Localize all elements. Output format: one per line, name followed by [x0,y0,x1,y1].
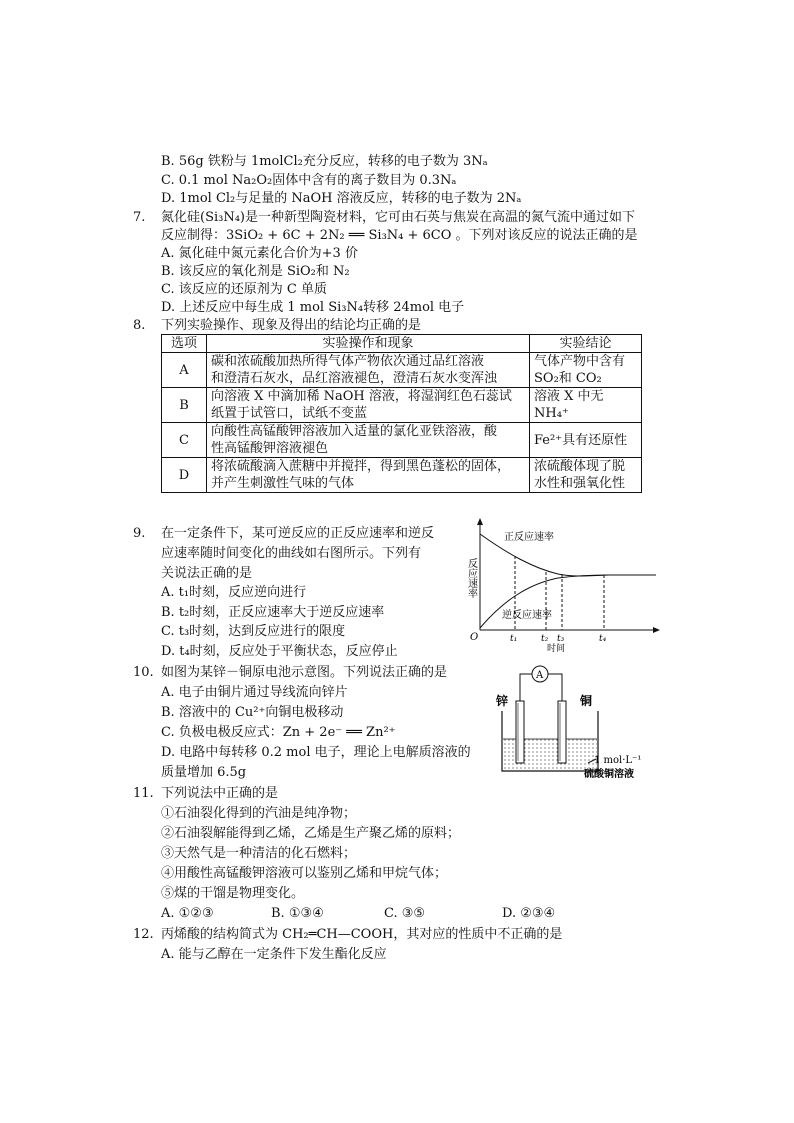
tick-t4: t₄ [599,634,607,644]
table-row [162,388,642,423]
header-conclusion: 实验结论 [530,335,642,353]
q7-option-a: A. 氮化硅中氮元素化合价为+3 价 [161,246,358,261]
q11-option-c: C. ③⑤ [384,906,426,921]
q6-option-d: D. 1mol Cl₂与足量的 NaOH 溶液反应，转移的电子数为 2Nₐ [161,191,522,206]
q9-option-a: A. t₁时刻，反应逆向进行 [161,585,307,600]
row-operation: 碳和浓硫酸加热所得气体产物依次通过品红溶液 和澄清石灰水，品红溶液褪色，澄清石灰水变浑浊 [207,353,530,388]
q10-stem: 如图为某锌－铜原电池示意图。下列说法正确的是 [161,665,448,680]
q11-statement-5: ⑤煤的干馏是物理变化。 [161,886,305,901]
x-axis-label: 时间 [547,644,566,652]
q10-option-a: A. 电子由铜片通过导线流向锌片 [161,685,348,700]
q10-option-b: B. 溶液中的 Cu²⁺向铜电极移动 [161,705,344,720]
q9-option-c: C. t₃时刻，达到反应进行的限度 [161,624,346,639]
q11-statement-2: ②石油裂解能得到乙烯，乙烯是生产聚乙烯的原料； [161,826,461,841]
tick-t1: t₁ [510,634,518,644]
q7-option-b: B. 该反应的氧化剂是 SiO₂和 N₂ [161,264,350,279]
q7-option-d: D. 上述反应中每生成 1 mol Si₃N₄转移 24mol 电子 [161,300,465,315]
q10-option-c: C. 负极电极反应式：Zn + 2e⁻ ══ Zn²⁺ [161,725,396,740]
q10-option-d-line1: D. 电路中每转移 0.2 mol 电子，理论上电解质溶液的 [161,745,471,760]
row-option: A [162,353,207,388]
row-option: D [162,458,207,493]
q7-stem-line2: 反应制得：3SiO₂ + 6C + 2N₂ ══ Si₃N₄ + 6CO 。下列对该反应的说法正确的是 [161,228,638,243]
q11-number: 11. [133,786,154,801]
reverse-rate-label: 逆反应速率 [502,610,552,621]
origin-label: O [470,632,479,643]
zinc-label: 锌 [496,694,509,708]
q11-option-b: B. ①③④ [271,906,324,921]
solution-name-label: 硫酸铜溶液 [584,769,634,780]
q11-option-d: D. ②③④ [502,906,556,921]
tick-t3: t₃ [557,634,565,644]
row-operation: 向酸性高锰酸钾溶液加入适量的氯化亚铁溶液，酸 性高锰酸钾溶液褪色 [207,423,530,458]
header-operation: 实验操作和现象 [207,335,530,353]
row-operation: 向溶液 X 中滴加稀 NaOH 溶液，将湿润红色石蕊试 纸置于试管口，试纸不变蓝 [207,388,530,423]
row-conclusion: Fe²⁺具有还原性 [530,423,642,458]
right-wire [548,674,562,701]
q9-stem-line2: 应速率随时间变化的曲线如右图所示。下列有 [161,546,422,561]
header-option: 选项 [162,335,207,353]
q10-number: 10. [133,665,154,680]
q6-option-c: C. 0.1 mol Na₂O₂固体中含有的离子数目为 0.3Nₐ [161,173,457,188]
q9-number: 9. [133,526,146,541]
q7-stem-line1: 氮化硅(Si₃N₄)是一种新型陶瓷材料，它可由石英与焦炭在高温的氮气流中通过如下 [161,210,636,225]
table-row [162,353,642,388]
reaction-rate-graph [458,516,668,652]
q8-stem: 下列实验操作、现象及得出的结论均正确的是 [161,318,422,333]
table-row [162,423,642,458]
q11-stem: 下列说法中正确的是 [161,786,279,801]
row-conclusion: 气体产物中含有 SO₂和 CO₂ [530,353,642,388]
y-axis-label: 反应速率 [465,558,477,598]
experiment-table [161,334,642,493]
q11-statement-4: ④用酸性高锰酸钾溶液可以鉴别乙烯和甲烷气体； [161,866,448,881]
table-header-row [162,335,642,353]
q6-option-b: B. 56g 铁粉与 1molCl₂充分反应，转移的电子数为 3Nₐ [161,154,488,169]
row-conclusion: 浓硫酸体现了脱 水性和强氧化性 [530,458,642,493]
q11-statement-3: ③天然气是一种清洁的化石燃料； [161,846,357,861]
row-option: C [162,423,207,458]
tick-t2: t₂ [541,634,549,644]
row-conclusion: 溶液 X 中无 NH₄⁺ [530,388,642,423]
q9-stem-line3: 关说法正确的是 [161,566,253,581]
q7-option-c: C. 该反应的还原剂为 C 单质 [161,282,327,297]
row-option: B [162,388,207,423]
q9-option-d: D. t₄时刻，反应处于平衡状态，反应停止 [161,644,398,659]
left-wire [520,674,532,701]
q9-stem-line1: 在一定条件下，某可逆反应的正反应速率和逆反 [161,526,435,541]
q7-number: 7. [133,210,146,225]
y-axis-arrow [477,518,483,525]
zinc-electrode [516,701,524,763]
q8-number: 8. [133,318,146,333]
q11-option-a: A. ①②③ [161,906,214,921]
q12-number: 12. [133,927,154,942]
solution-conc-label: 1 mol·L⁻¹ [594,755,642,766]
q12-stem: 丙烯酸的结构简式为 CH₂═CH—COOH，其对应的性质中不正确的是 [161,927,563,942]
copper-label: 铜 [580,694,593,708]
q9-option-b: B. t₂时刻，正反应速率大于逆反应速率 [161,605,385,620]
q10-option-d-line2: 质量增加 6.5g [161,765,247,780]
x-axis-arrow [653,627,660,633]
forward-rate-label: 正反应速率 [504,532,554,543]
galvanic-cell-figure [488,663,658,783]
q12-option-a: A. 能与乙醇在一定条件下发生酯化反应 [161,947,387,962]
row-operation: 将浓硫酸滴入蔗糖中并搅拌，得到黑色蓬松的固体， 并产生刺激性气味的气体 [207,458,530,493]
q11-statement-1: ①石油裂化得到的汽油是纯净物； [161,806,357,821]
ammeter-label: A [536,670,544,681]
table-row [162,458,642,493]
copper-electrode [558,701,566,763]
